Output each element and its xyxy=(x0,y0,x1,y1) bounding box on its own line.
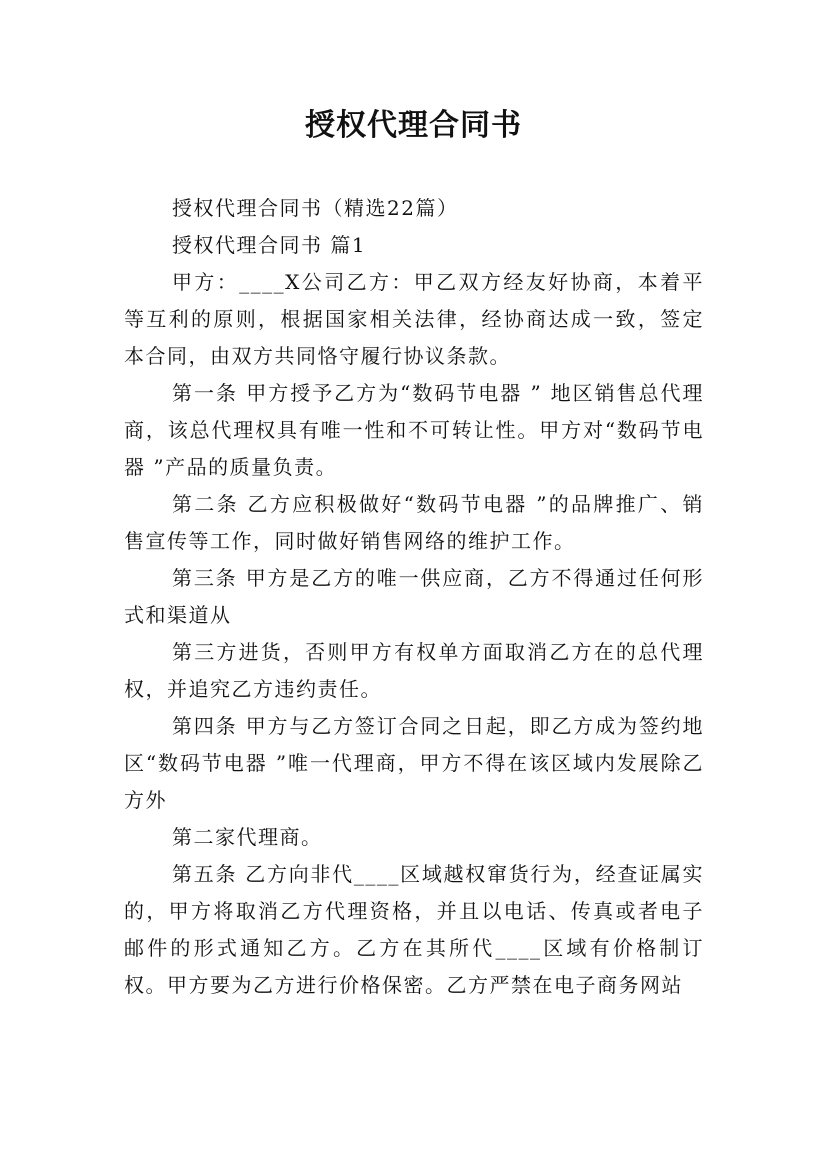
paragraph-section-heading: 授权代理合同书 篇1 xyxy=(172,233,367,257)
paragraph-article-4-continued: 第二家代理商。 xyxy=(172,825,323,849)
paragraph-article-3-continued: 第三方进货，否则甲方有权单方面取消乙方在的总代理权，并追究乙方违约责任。 xyxy=(124,640,704,701)
paragraph-article-5: 第五条 乙方向非代____区域越权窜货行为，经查证属实的，甲方将取消乙方代理资格，并且以电话、传真或者电子邮件的形式通知乙方。乙方在其所代____区域有价格制订权。甲方要为乙方进行价格保密。乙方严禁在电子商务网站 xyxy=(124,862,704,997)
paragraph-article-3: 第三条 甲方是乙方的唯一供应商，乙方不得通过任何形式和渠道从 xyxy=(124,566,704,627)
paragraph-subtitle: 授权代理合同书（精选22篇） xyxy=(172,196,459,220)
paragraph-article-1: 第一条 甲方授予乙方为“数码节电器 ” 地区销售总代理商，该总代理权具有唯一性和不可转让性。甲方对“数码节电器 ”产品的质量负责。 xyxy=(124,381,704,479)
document-title: 授权代理合同书 xyxy=(305,108,522,143)
document-body xyxy=(124,190,704,1004)
paragraph-article-4: 第四条 甲方与乙方签订合同之日起，即乙方成为签约地区“数码节电器 ”唯一代理商，甲方不得在该区域内发展除乙方外 xyxy=(124,714,704,812)
paragraph-parties: 甲方：____X公司乙方：甲乙双方经友好协商，本着平等互利的原则，根据国家相关法律，经协商达成一致，签定本合同，由双方共同恪守履行协议条款。 xyxy=(124,270,704,368)
paragraph-article-2: 第二条 乙方应积极做好“数码节电器 ”的品牌推广、销售宣传等工作，同时做好销售网络的维护工作。 xyxy=(124,492,704,553)
